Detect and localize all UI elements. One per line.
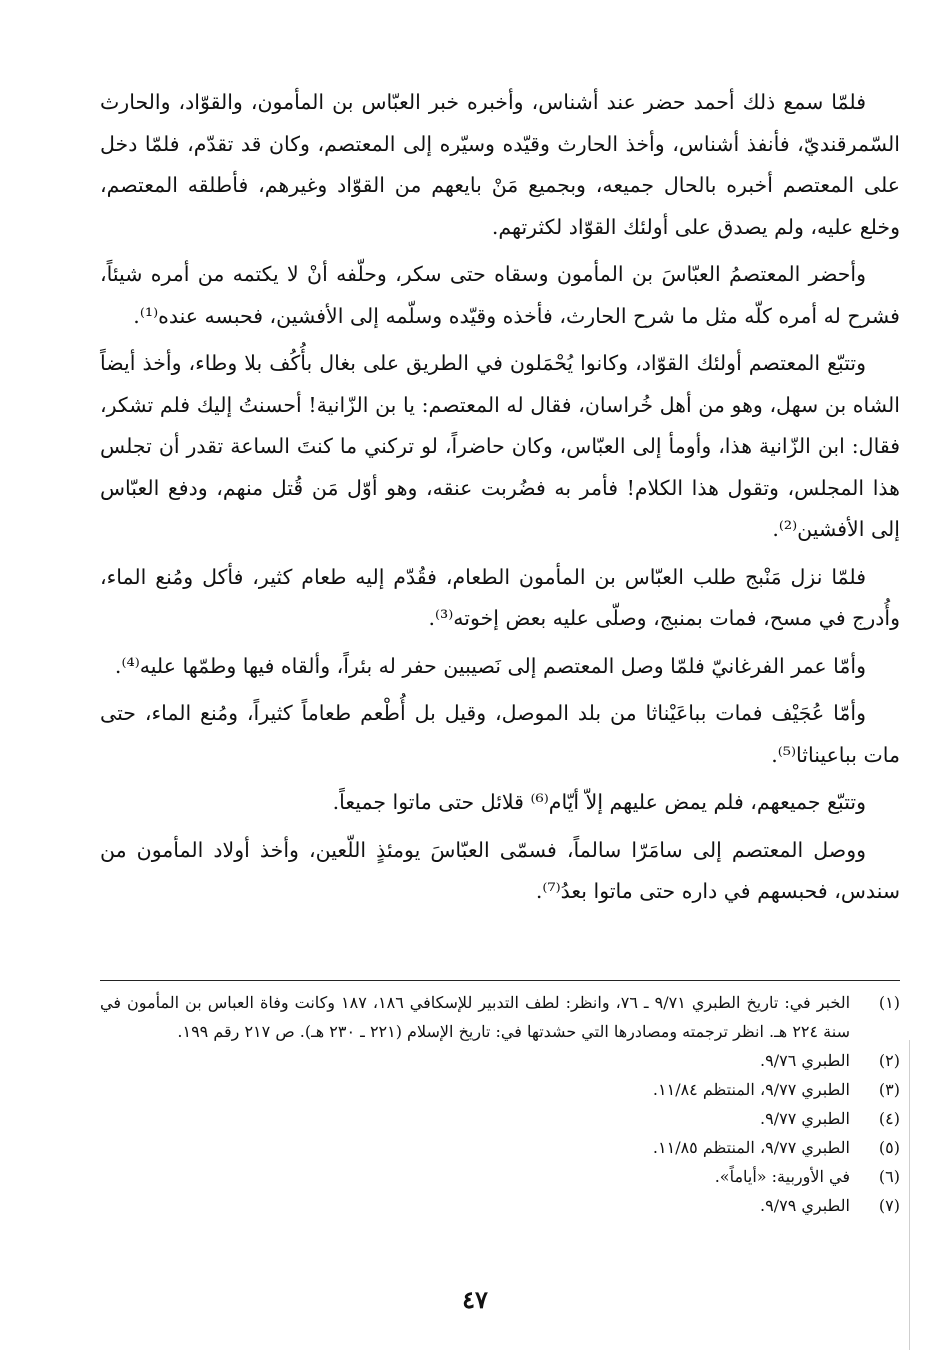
- footnote-6: [100, 1162, 900, 1191]
- paragraph-5: وأمّا عمر الفرغانيّ فلمّا وصل المعتصم إلى نَصيبين حفر له بئراً، وألقاه فيها وطمّها عليه⁽⁴⁾.: [114, 653, 866, 678]
- footnote-text: الطبري ٩/٧٧، المنتظم ١١/٨٥.: [652, 1138, 850, 1157]
- footnote-text: في الأوربية: «أياماً».: [714, 1167, 850, 1186]
- footnote-text: الخبر في: تاريخ الطبري ٩/٧١ ـ ٧٦، وانظر: لطف التدبير للإسكافي ١٨٦، ١٨٧ وكانت وفاة العباس بن المأمون في سنة ٢٢٤ هـ. انظر ترجمته ومصادرها التي حشدتها في: تاريخ الإسلام (٢٢١ ـ ٢٣٠ هـ). ص ٢١٧ رقم ١٩٩.: [100, 993, 851, 1041]
- footnote-number: (٣): [878, 1080, 900, 1099]
- main-text: [100, 82, 900, 919]
- paragraph-3: وتتبّع المعتصم أولئك القوّاد، وكانوا يُحْمَلون في الطريق على بغال بأُكُف بلا وطاء، وأخذ أيضاً الشاه بن سهل، وهو من أهل خُراسان، فقال له المعتصم: يا بن الزّانية! أحسنتُ إليك فلم تشكر، فقال: ابن الزّانية هذا، وأومأ إلى العبّاس، وكان حاضراً، لو تركني ما كنتَ الساعة تقدر أن تجلس هذا المجلس، وتقول هذا الكلام! فأمر به فضُربت عنقه، وهو أوّل مَن قُتل منهم، ودفع العبّاس إلى الأفشين⁽²⁾.: [100, 351, 900, 541]
- footnote-text: الطبري ٩/٧٧.: [760, 1109, 850, 1128]
- footnote-number: (٤): [878, 1109, 900, 1128]
- paragraph-1: فلمّا سمع ذلك أحمد حضر عند أشناس، وأخبره خبر العبّاس بن المأمون، والقوّاد، والحارث السّمرقنديّ، فأنفذ أشناس، وأخذ الحارث وقيّده وسيّره إلى المعتصم، وكان قد تقدّم، فلمّا دخل على المعتصم أخبره بالحال جميعه، وبجميع مَنْ بايعهم من القوّاد وغيرهم، فأطلقه المعتصم، وخلع عليه، ولم يصدق على أولئك القوّاد لكثرتهم.: [100, 90, 900, 239]
- footnote-text: الطبري ٩/٧٩.: [760, 1196, 850, 1215]
- footnote-5: [100, 1133, 900, 1162]
- paragraph-4: فلمّا نزل مَنْبج طلب العبّاس بن المأمون الطعام، فقُدّم إليه طعام كثير، فأكل ومُنع الماء، وأُدرج في مسح، فمات بمنبج، وصلّى عليه بعض إخوته⁽³⁾.: [100, 564, 900, 630]
- footnote-4: [100, 1104, 900, 1133]
- footnote-7: [100, 1191, 900, 1220]
- footnote-number: (٧): [878, 1196, 900, 1215]
- footnote-text: الطبري ٩/٧٧، المنتظم ١١/٨٤.: [652, 1080, 850, 1099]
- footnote-divider: [100, 980, 900, 981]
- footnotes: [100, 988, 900, 1220]
- footnote-1: [100, 988, 900, 1046]
- footnote-3: [100, 1075, 900, 1104]
- footnote-number: (٢): [878, 1051, 900, 1070]
- paragraph-8: ووصل المعتصم إلى سامَرّا سالماً، فسمّى العبّاسَ يومئذٍ اللّعين، وأخذ أولاد المأمون من سندس، فحبسهم في داره حتى ماتوا بعدُ⁽⁷⁾.: [100, 837, 900, 903]
- footnote-text: الطبري ٩/٧٦.: [760, 1051, 850, 1070]
- paragraph-7: وتتبّع جميعهم، فلم يمض عليهم إلاّ أيّام⁽⁶⁾ قلائل حتى ماتوا جميعاً.: [332, 790, 866, 814]
- page-number: ٤٧: [462, 1285, 488, 1314]
- footnote-number: (٦): [878, 1167, 900, 1186]
- footnote-number: (١): [878, 993, 900, 1012]
- paragraph-6: وأمّا عُجَيْف فمات بباعَيْناثا من بلد الموصل، وقيل بل أُطْعم طعاماً كثيراً، ومُنع الماء، حتى مات بباعيناثا⁽⁵⁾.: [100, 701, 900, 767]
- footnote-2: [100, 1046, 900, 1075]
- paragraph-2: وأحضر المعتصمُ العبّاسَ بن المأمون وسقاه حتى سكر، وحلّفه أنْ لا يكتمه من أمره شيئاً، فشرح له أمره كلّه مثل ما شرح الحارث، فأخذه وقيّده وسلّمه إلى الأفشين، فحبسه عنده⁽¹⁾.: [100, 262, 900, 328]
- footnote-number: (٥): [878, 1138, 900, 1157]
